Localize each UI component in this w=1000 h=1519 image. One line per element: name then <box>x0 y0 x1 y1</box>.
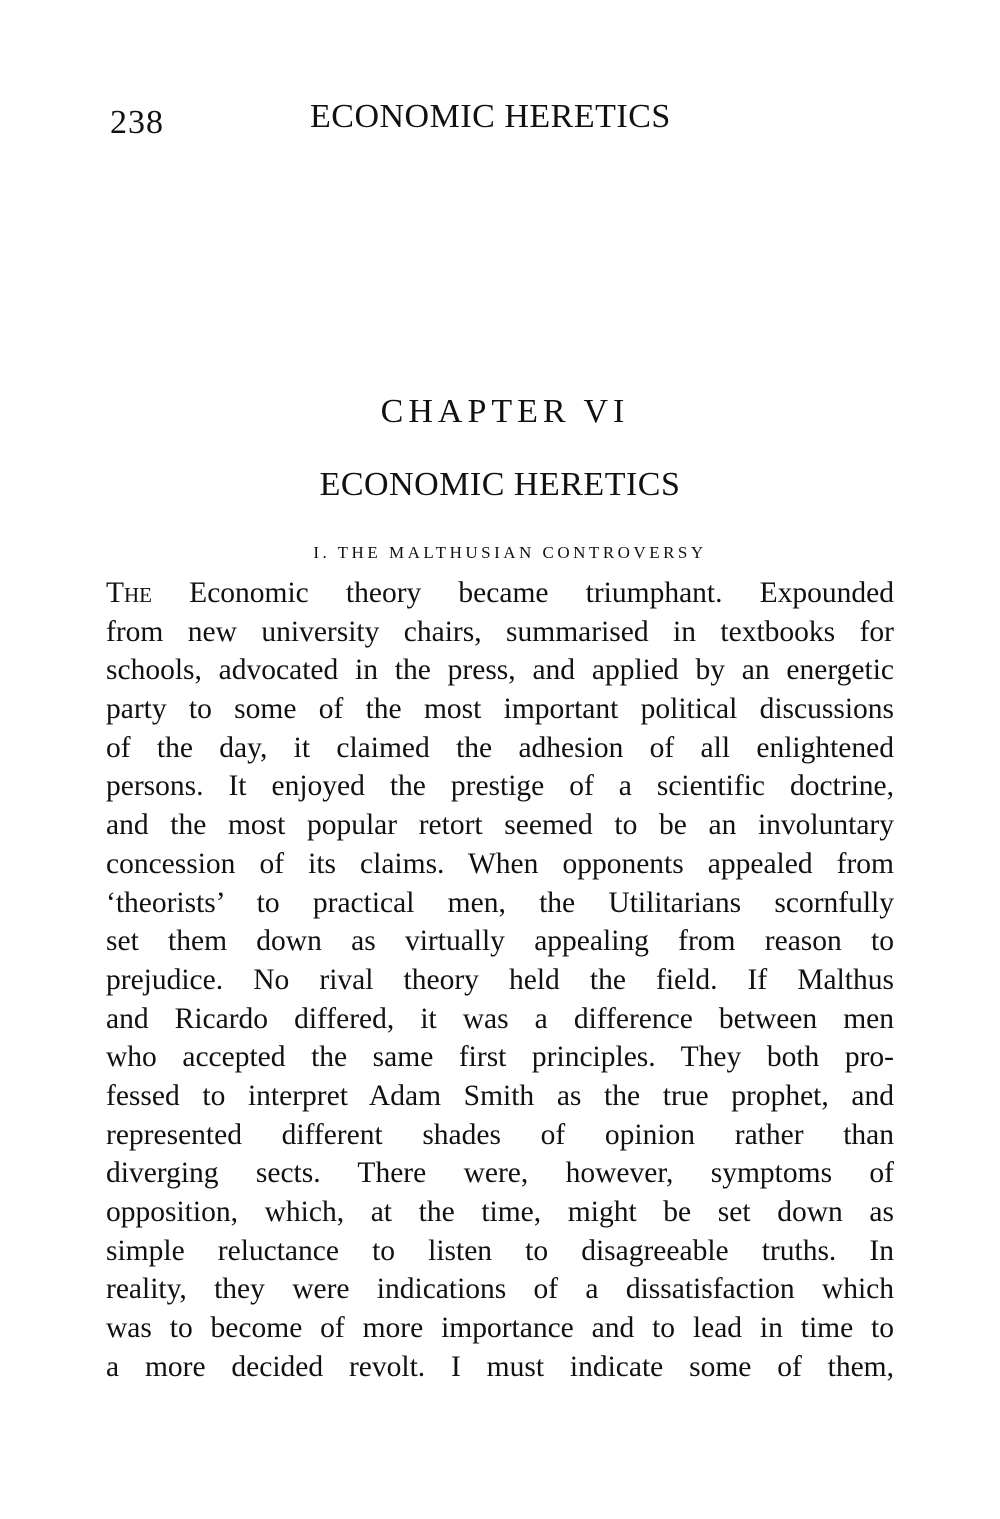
text-line: was to become of more importance and to lead in time to <box>106 1312 894 1345</box>
text-line: from new university chairs, summarised in textbooks for <box>106 615 894 648</box>
text-line: and the most popular retort seemed to be an involuntary <box>106 809 894 842</box>
text-line: and Ricardo differed, it was a difference between men <box>106 1002 894 1035</box>
line-text: Economic theory became triumphant. Expounded <box>189 577 894 609</box>
text-line: prejudice. No rival theory held the field. If Malthus <box>106 963 894 996</box>
text-line: of the day, it claimed the adhesion of all enlightened <box>106 731 894 764</box>
text-line: reality, they were indications of a dissatisfaction which <box>106 1273 894 1306</box>
running-head <box>0 98 1000 148</box>
text-line: opposition, which, at the time, might be set down as <box>106 1196 894 1228</box>
opening-small-caps: The <box>106 577 153 609</box>
text-line <box>106 574 894 613</box>
body-paragraph <box>106 574 894 1386</box>
text-line: persons. It enjoyed the prestige of a scientific doctrine, <box>106 770 894 803</box>
text-line: diverging sects. There were, however, symptoms of <box>106 1157 894 1190</box>
text-line: set them down as virtually appealing from reason to <box>106 925 894 958</box>
text-line: represented different shades of opinion rather than <box>106 1118 894 1151</box>
chapter-title: ECONOMIC HERETICS <box>319 466 681 503</box>
text-line: ‘theorists’ to practical men, the Utilitarians scornfully <box>106 886 894 919</box>
text-line: fessed to interpret Adam Smith as the true prophet, and <box>106 1079 894 1112</box>
text-line: concession of its claims. When opponents appealed from <box>106 847 894 880</box>
running-title: ECONOMIC HERETICS <box>310 98 671 135</box>
text-line: simple reluctance to listen to disagreeable truths. In <box>106 1234 894 1267</box>
text-line: schools, advocated in the press, and applied by an energetic <box>106 654 894 687</box>
section-title: I. THE MALTHUSIAN CONTROVERSY <box>313 543 707 562</box>
text-line: who accepted the same first principles. They both pro- <box>106 1041 894 1074</box>
page-number: 238 <box>110 104 164 141</box>
chapter-number: CHAPTER VI <box>380 393 630 430</box>
text-line: party to some of the most important political discussions <box>106 693 894 726</box>
text-line: a more decided revolt. I must indicate some of them, <box>106 1350 894 1383</box>
